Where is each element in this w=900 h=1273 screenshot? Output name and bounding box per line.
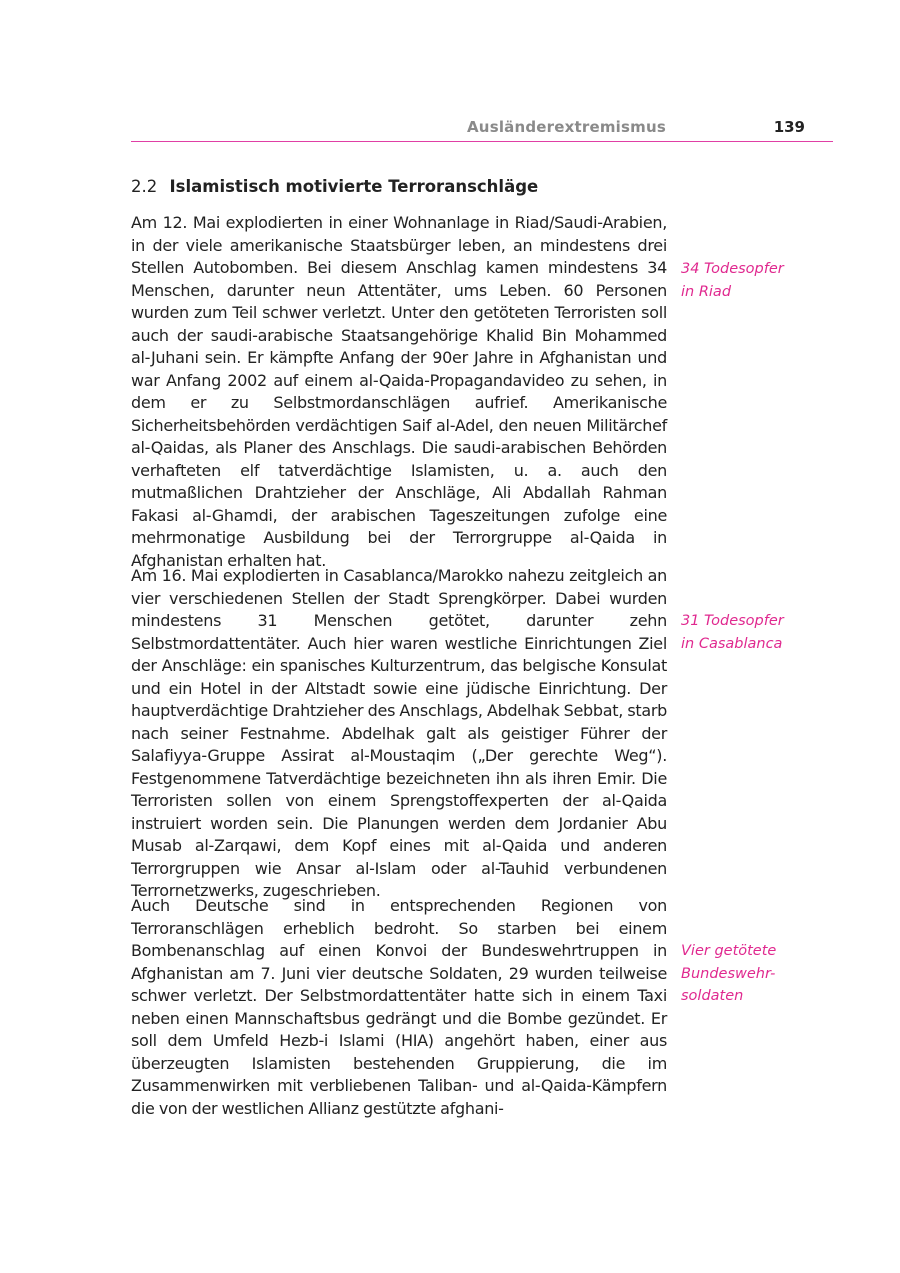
margin-note-line: Vier getötete (681, 943, 777, 959)
margin-note-line: soldaten (681, 988, 744, 1004)
section-heading (131, 176, 671, 198)
paragraph-riad: Am 12. Mai explodierten in einer Wohnanlage in Riad/Saudi-Arabien, in der viele amerikanische Staatsbürger leben, an mindestens drei Stellen Autobomben. Bei diesem Anschlag kamen mindestens 34 Menschen, darunter neun Attentäter, ums Leben. 60 Personen wurden zum Teil schwer verletzt. Unter den getöteten Terroristen soll auch der saudi-arabische Staatsangehörige Khalid Bin Mohammed al-Juhani sein. Er kämpfte Anfang der 90er Jahre in Afghanistan und war Anfang 2002 auf einem al-Qaida-Propagandavideo zu sehen, in dem er zu Selbstmordanschlägen aufrief. Amerikanische Sicherheitsbehörden verdächtigen Saif al-Adel, den neuen Militärchef al-Qaidas, als Planer des Anschlags. Die saudi-arabischen Behörden verhafteten elf tatverdächtige Islamisten, u. a. auch den mutmaßlichen Drahtzieher der Anschläge, Ali Abdallah Rahman Fakasi al-Ghamdi, der arabischen Tageszeitungen zufolge eine mehrmonatige Ausbildung bei der Terrorgruppe al-Qaida in Afghanistan erhalten hat. (131, 213, 667, 570)
running-header (131, 114, 833, 142)
margin-note-line: 31 Todesopfer (681, 613, 784, 629)
margin-note-bundeswehr (681, 940, 831, 1008)
running-title: Ausländerextremismus (467, 118, 666, 136)
margin-note-line: Bundeswehr- (681, 965, 776, 982)
margin-note-line: 34 Todesopfer (681, 261, 784, 277)
section-title: Islamistisch motivierte Terroranschläge (169, 177, 539, 196)
paragraph-afghanistan: Auch Deutsche sind in entsprechenden Regionen von Terroranschlägen erheblich bedroht. So starben bei einem Bombenanschlag auf einen Konvoi der Bundeswehrtruppen in Afghanistan am 7. Juni vier deutsche Soldaten, 29 wurden teilweise schwer verletzt. Der Selbstmordattentäter hatte sich in einem Taxi neben einen Mannschaftsbus gedrängt und die Bombe gezündet. Er soll dem Umfeld Hezb-i Islami (HIA) angehört haben, einer aus überzeugten Islamisten bestehenden Gruppierung, die im Zusammenwirken mit verbliebenen Taliban- und al-Qaida-Kämpfern die von der westlichen Allianz gestützte afghani- (131, 896, 667, 1118)
section-number: 2.2 (131, 177, 158, 196)
margin-note-line: in Casablanca (681, 635, 783, 652)
margin-note-casablanca (681, 610, 831, 655)
page-number: 139 (773, 118, 805, 136)
margin-note-riad (681, 258, 831, 303)
margin-note-line: in Riad (681, 283, 732, 300)
paragraph-casablanca: Am 16. Mai explodierten in Casablanca/Marokko nahezu zeitgleich an vier verschiedenen Stellen der Stadt Sprengkörper. Dabei wurden mindestens 31 Menschen getötet, darunter zehn Selbstmordattentäter. Auch hier waren westliche Einrichtungen Ziel der Anschläge: ein spanisches Kulturzentrum, das belgische Konsulat und ein Hotel in der Altstadt sowie eine jüdische Einrichtung. Der hauptverdächtige Drahtzieher des Anschlags, Abdelhak Sebbat, starb nach seiner Festnahme. Abdelhak galt als geistiger Führer der Salafiyya-Gruppe Assirat al-Moustaqim („Der gerechte Weg“). Festgenommene Tatverdächtige bezeichneten ihn als ihren Emir. Die Terroristen sollen von einem Sprengstoffexperten der al-Qaida instruiert worden sein. Die Planungen werden dem Jordanier Abu Musab al-Zarqawi, dem Kopf eines mit al-Qaida und anderen Terrorgruppen wie Ansar al-Islam oder al-Tauhid verbundenen Terrornetzwerks, zugeschrieben. (131, 566, 667, 900)
